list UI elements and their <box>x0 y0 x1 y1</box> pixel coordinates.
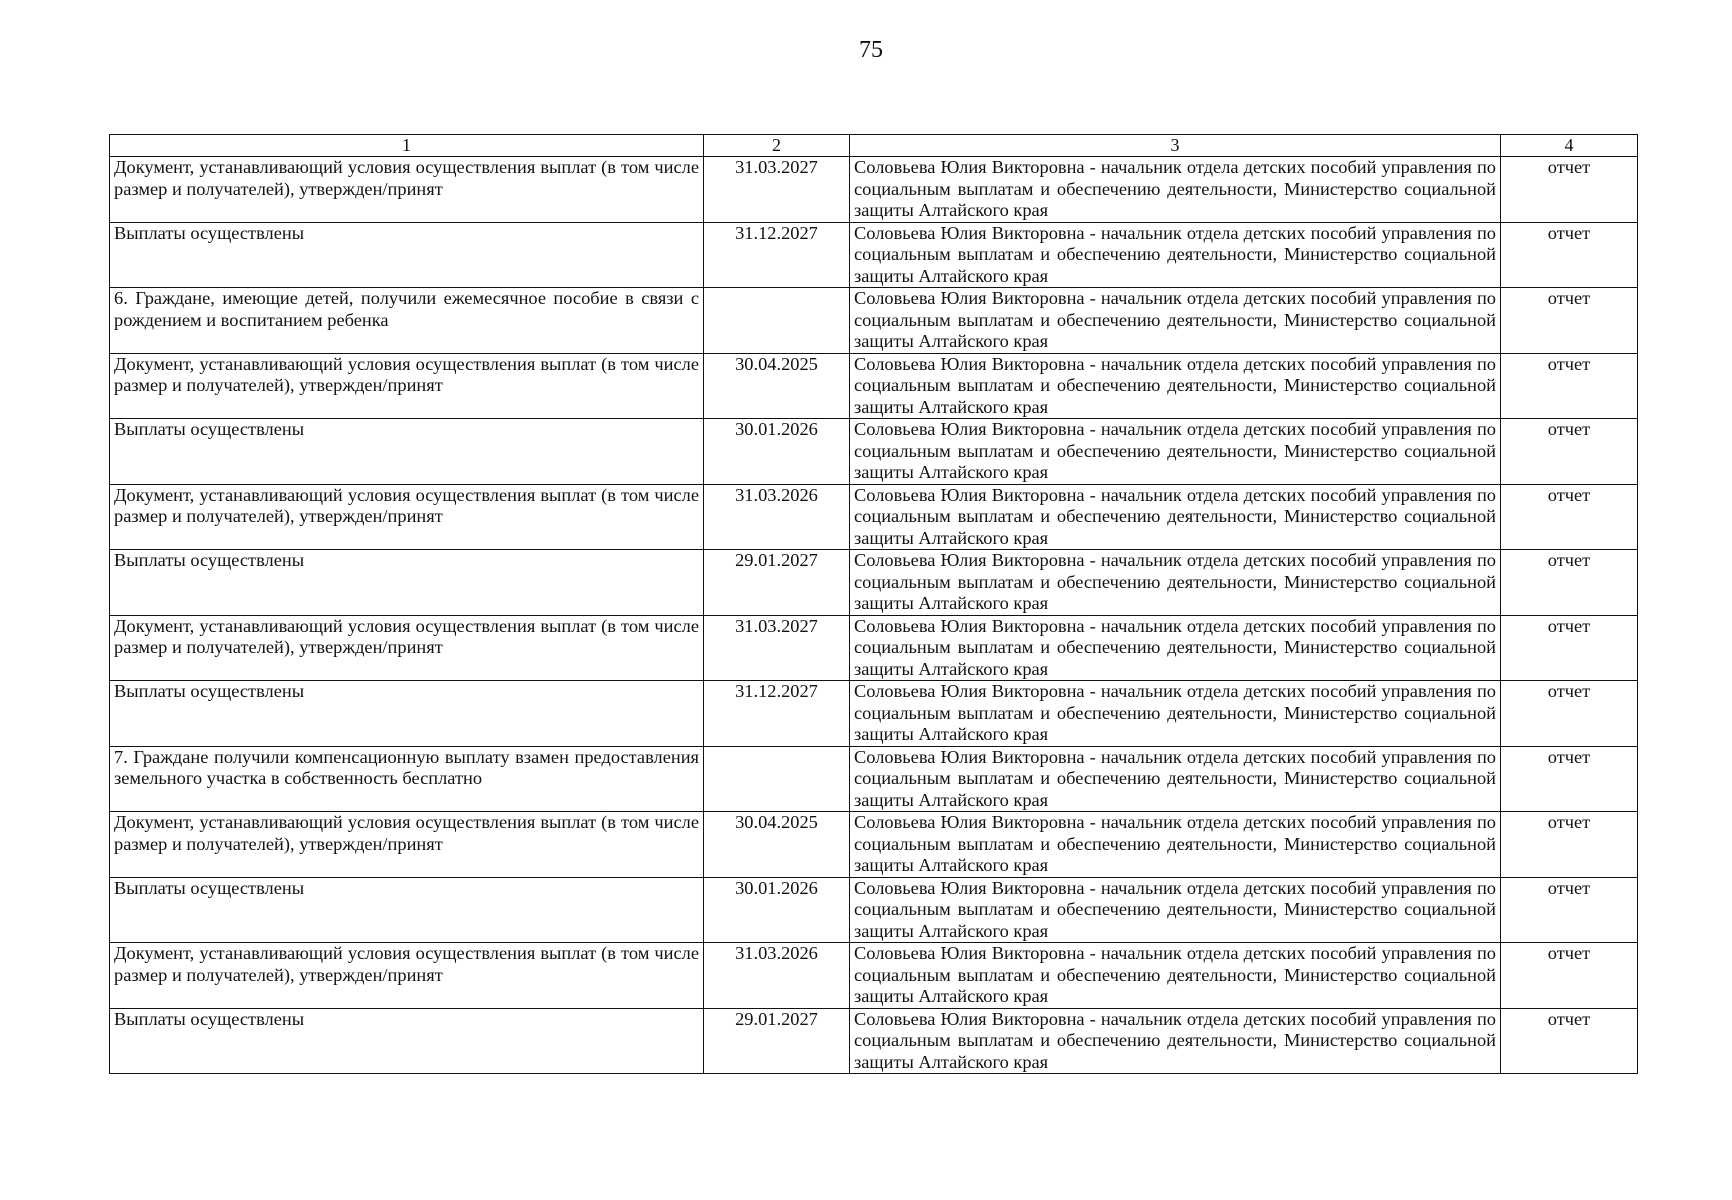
document-type-cell: отчет <box>1501 222 1638 288</box>
date-cell: 29.01.2027 <box>704 1008 850 1074</box>
responsible-cell: Соловьева Юлия Викторовна - начальник отдела детских пособий управления по социальным выплатам и обеспечению деятельности, Министерство социальной защиты Алтайского края <box>850 615 1501 681</box>
document-type-cell: отчет <box>1501 681 1638 747</box>
responsible-cell: Соловьева Юлия Викторовна - начальник отдела детских пособий управления по социальным выплатам и обеспечению деятельности, Министерство социальной защиты Алтайского края <box>850 157 1501 223</box>
event-cell: Выплаты осуществлены <box>110 222 704 288</box>
document-type-cell: отчет <box>1501 419 1638 485</box>
document-type-cell: отчет <box>1501 812 1638 878</box>
document-type-cell: отчет <box>1501 1008 1638 1074</box>
responsible-cell: Соловьева Юлия Викторовна - начальник отдела детских пособий управления по социальным выплатам и обеспечению деятельности, Министерство социальной защиты Алтайского края <box>850 812 1501 878</box>
table-row <box>110 615 1638 681</box>
event-cell: Документ, устанавливающий условия осуществления выплат (в том числе размер и получателей), утвержден/принят <box>110 812 704 878</box>
responsible-cell: Соловьева Юлия Викторовна - начальник отдела детских пособий управления по социальным выплатам и обеспечению деятельности, Министерство социальной защиты Алтайского края <box>850 943 1501 1009</box>
responsible-cell: Соловьева Юлия Викторовна - начальник отдела детских пособий управления по социальным выплатам и обеспечению деятельности, Министерство социальной защиты Алтайского края <box>850 877 1501 943</box>
table-row <box>110 812 1638 878</box>
document-type-cell: отчет <box>1501 943 1638 1009</box>
responsible-cell: Соловьева Юлия Викторовна - начальник отдела детских пособий управления по социальным выплатам и обеспечению деятельности, Министерство социальной защиты Алтайского края <box>850 288 1501 354</box>
table-row <box>110 1008 1638 1074</box>
document-type-cell: отчет <box>1501 288 1638 354</box>
table-row <box>110 222 1638 288</box>
section-heading-cell: 6. Граждане, имеющие детей, получили ежемесячное пособие в связи с рождением и воспитанием ребенка <box>110 288 704 354</box>
event-cell: Документ, устанавливающий условия осуществления выплат (в том числе размер и получателей), утвержден/принят <box>110 353 704 419</box>
date-cell: 31.03.2027 <box>704 157 850 223</box>
table-row <box>110 419 1638 485</box>
document-type-cell: отчет <box>1501 157 1638 223</box>
responsible-cell: Соловьева Юлия Викторовна - начальник отдела детских пособий управления по социальным выплатам и обеспечению деятельности, Министерство социальной защиты Алтайского края <box>850 484 1501 550</box>
date-cell <box>704 746 850 812</box>
document-type-cell: отчет <box>1501 550 1638 616</box>
document-type-cell: отчет <box>1501 615 1638 681</box>
document-type-cell: отчет <box>1501 484 1638 550</box>
event-cell: Документ, устанавливающий условия осуществления выплат (в том числе размер и получателей), утвержден/принят <box>110 943 704 1009</box>
event-cell: Выплаты осуществлены <box>110 681 704 747</box>
date-cell: 30.04.2025 <box>704 812 850 878</box>
responsible-cell: Соловьева Юлия Викторовна - начальник отдела детских пособий управления по социальным выплатам и обеспечению деятельности, Министерство социальной защиты Алтайского края <box>850 746 1501 812</box>
table-row <box>110 550 1638 616</box>
date-cell: 29.01.2027 <box>704 550 850 616</box>
responsible-cell: Соловьева Юлия Викторовна - начальник отдела детских пособий управления по социальным выплатам и обеспечению деятельности, Министерство социальной защиты Алтайского края <box>850 1008 1501 1074</box>
date-cell: 30.01.2026 <box>704 877 850 943</box>
responsible-cell: Соловьева Юлия Викторовна - начальник отдела детских пособий управления по социальным выплатам и обеспечению деятельности, Министерство социальной защиты Алтайского края <box>850 550 1501 616</box>
date-cell: 30.04.2025 <box>704 353 850 419</box>
page-number: 75 <box>859 37 883 63</box>
date-cell: 31.03.2027 <box>704 615 850 681</box>
date-cell: 31.03.2026 <box>704 484 850 550</box>
table-row <box>110 288 1638 354</box>
event-cell: Документ, устанавливающий условия осуществления выплат (в том числе размер и получателей), утвержден/принят <box>110 615 704 681</box>
responsible-cell: Соловьева Юлия Викторовна - начальник отдела детских пособий управления по социальным выплатам и обеспечению деятельности, Министерство социальной защиты Алтайского края <box>850 419 1501 485</box>
date-cell <box>704 288 850 354</box>
responsible-cell: Соловьева Юлия Викторовна - начальник отдела детских пособий управления по социальным выплатам и обеспечению деятельности, Министерство социальной защиты Алтайского края <box>850 222 1501 288</box>
event-cell: Выплаты осуществлены <box>110 877 704 943</box>
column-header-2: 2 <box>704 135 850 157</box>
table-row <box>110 877 1638 943</box>
event-cell: Выплаты осуществлены <box>110 419 704 485</box>
column-header-3: 3 <box>850 135 1501 157</box>
table-row <box>110 353 1638 419</box>
document-type-cell: отчет <box>1501 877 1638 943</box>
date-cell: 31.12.2027 <box>704 681 850 747</box>
table-row <box>110 157 1638 223</box>
event-cell: Документ, устанавливающий условия осуществления выплат (в том числе размер и получателей), утвержден/принят <box>110 157 704 223</box>
responsible-cell: Соловьева Юлия Викторовна - начальник отдела детских пособий управления по социальным выплатам и обеспечению деятельности, Министерство социальной защиты Алтайского края <box>850 353 1501 419</box>
event-cell: Выплаты осуществлены <box>110 550 704 616</box>
column-header-4: 4 <box>1501 135 1638 157</box>
table-header-row <box>110 135 1638 157</box>
event-cell: Выплаты осуществлены <box>110 1008 704 1074</box>
event-cell: Документ, устанавливающий условия осуществления выплат (в том числе размер и получателей), утвержден/принят <box>110 484 704 550</box>
date-cell: 30.01.2026 <box>704 419 850 485</box>
section-heading-cell: 7. Граждане получили компенсационную выплату взамен предоставления земельного участка в собственность бесплатно <box>110 746 704 812</box>
date-cell: 31.12.2027 <box>704 222 850 288</box>
table-row <box>110 943 1638 1009</box>
column-header-1: 1 <box>110 135 704 157</box>
control-points-table <box>109 134 1638 1074</box>
date-cell: 31.03.2026 <box>704 943 850 1009</box>
document-type-cell: отчет <box>1501 746 1638 812</box>
document-type-cell: отчет <box>1501 353 1638 419</box>
table-row <box>110 681 1638 747</box>
table-row <box>110 746 1638 812</box>
responsible-cell: Соловьева Юлия Викторовна - начальник отдела детских пособий управления по социальным выплатам и обеспечению деятельности, Министерство социальной защиты Алтайского края <box>850 681 1501 747</box>
table-row <box>110 484 1638 550</box>
